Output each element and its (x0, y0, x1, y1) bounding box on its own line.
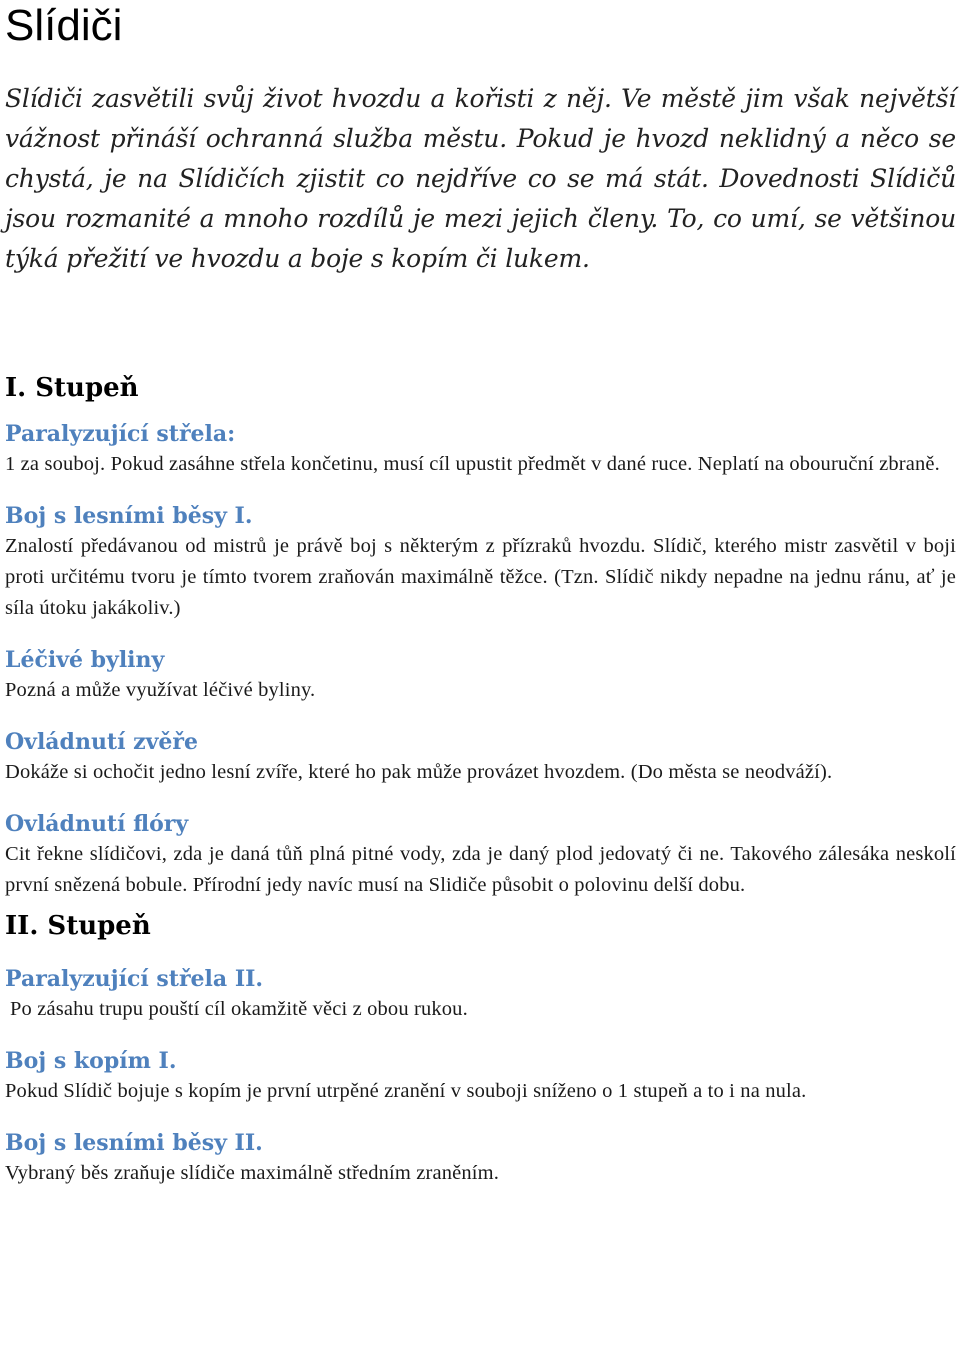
skill-desc-spear-combat-1: Pokud Slídič bojuje s kopím je první utrpěné zranění v souboji sníženo o 1 stupeň a to i na nula. (5, 1080, 807, 1102)
skill-title-forest-demons-1: Boj s lesními běsy I. (5, 503, 253, 529)
intro-text-cursive: To, co umí, se většinou týká přežití ve hvozdu a boje s kopím či lukem. (5, 204, 956, 273)
skill-desc-healing-herbs: Pozná a může využívat léčivé byliny. (5, 679, 316, 701)
skill-title-healing-herbs: Léčivé byliny (5, 647, 165, 673)
skill-desc-flora-control: Cit řekne slídičovi, zda je daná tůň plná pitné vody, zda je daný plod jedovatý či ne. Takového zálesáka neskolí první snězená bobule. Přírodní jedy navíc musí na Slidiče působit o polovinu delší dobu. (5, 843, 956, 896)
skill-title-beast-control: Ovládnutí zvěře (5, 729, 198, 755)
stage-heading-2: II. Stupeň (5, 911, 151, 941)
skill-title-paralyzing-shot: Paralyzující střela: (5, 421, 236, 447)
skill-desc-forest-demons-1: Znalostí předávanou od mistrů je právě boj s některým z přízraků hvozdu. Slídič, kterého mistr zasvětil v boji proti určitému tvoru je tímto tvorem zraňován maximálně těžce. (Tzn. Slídič nikdy nepadne na jednu ránu, ať je síla útoku jakákoliv.) (5, 535, 956, 619)
intro-text: Slídiči zasvětili svůj život hvozdu a kořisti z něj. Ve městě jim však největší vážnost přináší ochranná služba městu. Pokud je hvozd neklidný a něco se chystá, je na Slídičích zjistit co nejdříve co se má stát. Dovednosti Slídičů jsou rozmanité a mnoho rozdílů je mezi jejich členy. (5, 84, 956, 233)
skill-desc-paralyzing-shot-2: Po zásahu trupu pouští cíl okamžitě věci z obou rukou. (10, 998, 468, 1020)
skill-title-forest-demons-2: Boj s lesními běsy II. (5, 1130, 263, 1156)
skill-title-flora-control: Ovládnutí flóry (5, 811, 189, 837)
intro-paragraph (5, 79, 956, 279)
skill-title-spear-combat-1: Boj s kopím I. (5, 1048, 177, 1074)
skill-desc-beast-control: Dokáže si ochočit jedno lesní zvíře, které ho pak může provázet hvozdem. (Do města se neodváží). (5, 761, 833, 783)
skill-desc-paralyzing-shot: 1 za souboj. Pokud zasáhne střela končetinu, musí cíl upustit předmět v dané ruce. Neplatí na obouruční zbraně. (5, 453, 940, 475)
stage-heading-1: I. Stupeň (5, 373, 139, 403)
page-title: Slídiči (5, 1, 123, 50)
skill-title-paralyzing-shot-2: Paralyzující střela II. (5, 966, 264, 992)
skill-desc-forest-demons-2: Vybraný běs zraňuje slídiče maximálně středním zraněním. (5, 1162, 499, 1184)
